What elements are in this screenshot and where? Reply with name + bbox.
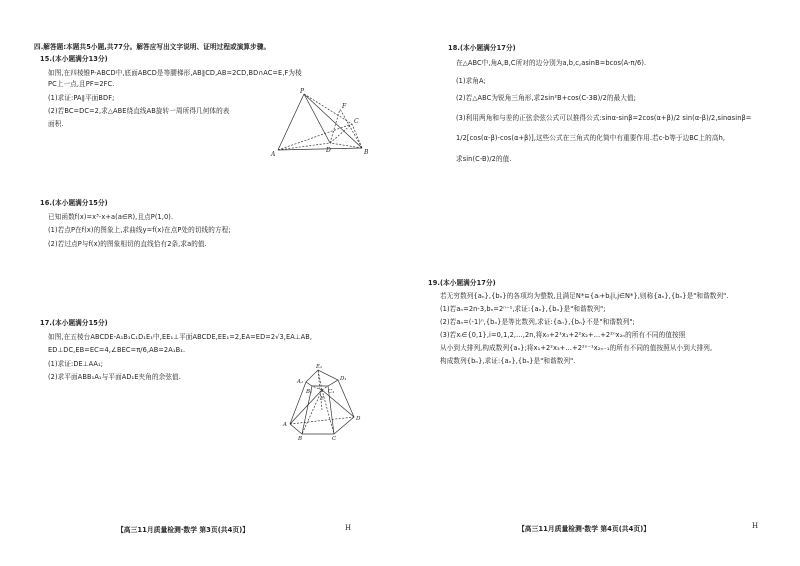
q15-label: A: [271, 151, 276, 158]
q16-heading: 16.(本小题满分15分): [40, 199, 108, 207]
q17-label: E: [320, 396, 325, 402]
q17-label: B: [298, 436, 303, 440]
q19-line: (1)若aₙ=2n-3,bₙ=2ⁿ⁻¹,求证:{aₙ},{bₙ}是"和谐数列";: [440, 305, 606, 313]
q15-line: 面积.: [48, 120, 64, 128]
q15-label: F: [342, 103, 347, 110]
q15-heading: 15.(本小题满分13分): [40, 55, 108, 63]
q18-heading: 18.(本小题满分17分): [448, 44, 516, 52]
q17-line: (2)求平面ABB₁A₁与平面AD₁E夹角的余弦值.: [48, 373, 181, 381]
exam-page-right: [400, 0, 800, 566]
section-header: 四.解答题:本题共5小题,共77分。解答应写出文字说明、证明过程或演算步骤。: [34, 43, 271, 51]
page-footer: 【高三11月质量检测·数学 第4页(共4页)】: [518, 525, 651, 533]
q15-label: C: [354, 118, 359, 125]
q17-label: B₁: [306, 389, 313, 395]
q15-label: B: [364, 149, 369, 156]
q17-label: A₁: [297, 379, 304, 385]
q16-line: 已知函数f(x)=x³-x+a(a∈R),且点P(1,0).: [48, 213, 174, 221]
q19-line: (3)若xᵢ∈{0,1},i=0,1,2,…,2n,将x₀+2¹x₁+2²x₂+…+2²ⁿx₂ₙ的所有不同的值按照: [440, 331, 686, 339]
q17-label: E₁: [316, 364, 323, 370]
page-mark: H: [752, 522, 759, 530]
q17-label: A: [283, 422, 287, 428]
q18-line: 在△ABC中,角A,B,C所对的边分别为a,b,c,asinB=bcos(A-π/6).: [456, 59, 647, 67]
q19-line: 从小到大排列,构成数列{aₙ};将x₁+2²x₃+…+2²ⁿ⁻¹x₂ₙ₋₁的所有不同的值按照从小到大排列,: [440, 344, 713, 352]
page-mark: H: [345, 524, 352, 532]
q17-frustum-figure: [282, 362, 372, 440]
q16-line: (2)若过点P与f(x)的图象相切的直线恰有2条,求a的值.: [48, 240, 207, 248]
q15-line: (2)若BC=DC=2,求△ABE绕直线AB旋转一周所得几何体的表: [48, 107, 230, 115]
q19-line: (2)若aₙ=(-1)ⁿ,{bₙ}是等比数列,求证:{aₙ},{bₙ}不是"和谐数列";: [440, 318, 635, 326]
q17-label: C: [332, 436, 337, 440]
q17-label: D₁: [340, 376, 347, 382]
q19-line: 构成数列{bₙ},求证:{aₙ},{bₙ}是"和谐数列".: [440, 357, 576, 365]
q15-line: PC上一点,且PF=2FC.: [48, 80, 115, 88]
q18-line: (3)利用两角和与差的正弦余弦公式可以推得公式:sinα-sinβ=2cos(α+β)/2 sin(α-β)/2,sinαsinβ=: [456, 114, 752, 122]
q17-line: ED⊥DC,EB=EC=4,∠BEC=π/6,AB=2A₁B₁.: [48, 346, 186, 354]
q19-heading: 19.(本小题满分17分): [428, 279, 496, 287]
q15-line: 如图,在四棱锥P-ABCD中,底面ABCD是等腰梯形,AB∥CD,AB=2CD,BD∩AC=E,F为棱: [48, 69, 302, 77]
q15-line: (1)求证:PA∥平面BDF;: [48, 94, 115, 102]
q15-label: P: [300, 88, 305, 95]
q17-line: 如图,在五棱台ABCDE-A₁B₁C₁D₁E₁中,EE₁⊥平面ABCDE,EE₁=2,EA=ED=2√3,EA⊥AB,: [48, 333, 313, 341]
q17-label: C₁: [328, 389, 335, 395]
q18-line: 求sin(C-B)/2的值.: [456, 155, 512, 163]
q18-line: (2)若△ABC为锐角三角形,求2sin²B+cos(C-3B)/2的最大值;: [456, 94, 636, 102]
q18-line: (1)求角A;: [456, 77, 486, 85]
q15-label: D: [326, 147, 331, 154]
q17-heading: 17.(本小题满分15分): [40, 319, 108, 327]
page-footer: 【高三11月质量检测·数学 第3页(共4页)】: [117, 526, 250, 534]
q18-line: 1/2[cos(α-β)-cos(α+β)],这些公式在三角式的化简中有重要作用.若c-b等于边BC上的高h,: [456, 134, 726, 142]
q17-label: D: [356, 416, 361, 422]
q16-line: (1)若点P在f(x)的图象上,求曲线y=f(x)在点P处的切线的方程;: [48, 226, 231, 234]
q19-line: 若无穷数列{aₙ},{bₙ}的各项均为整数,且满足N*⊆{aᵢ+bⱼ|i,j∈N*},则称{aₙ},{bₙ}是"和谐数列".: [440, 292, 729, 300]
q15-pyramid-figure: [270, 88, 370, 160]
q17-line: (1)求证:DE⊥AA₁;: [48, 360, 104, 368]
